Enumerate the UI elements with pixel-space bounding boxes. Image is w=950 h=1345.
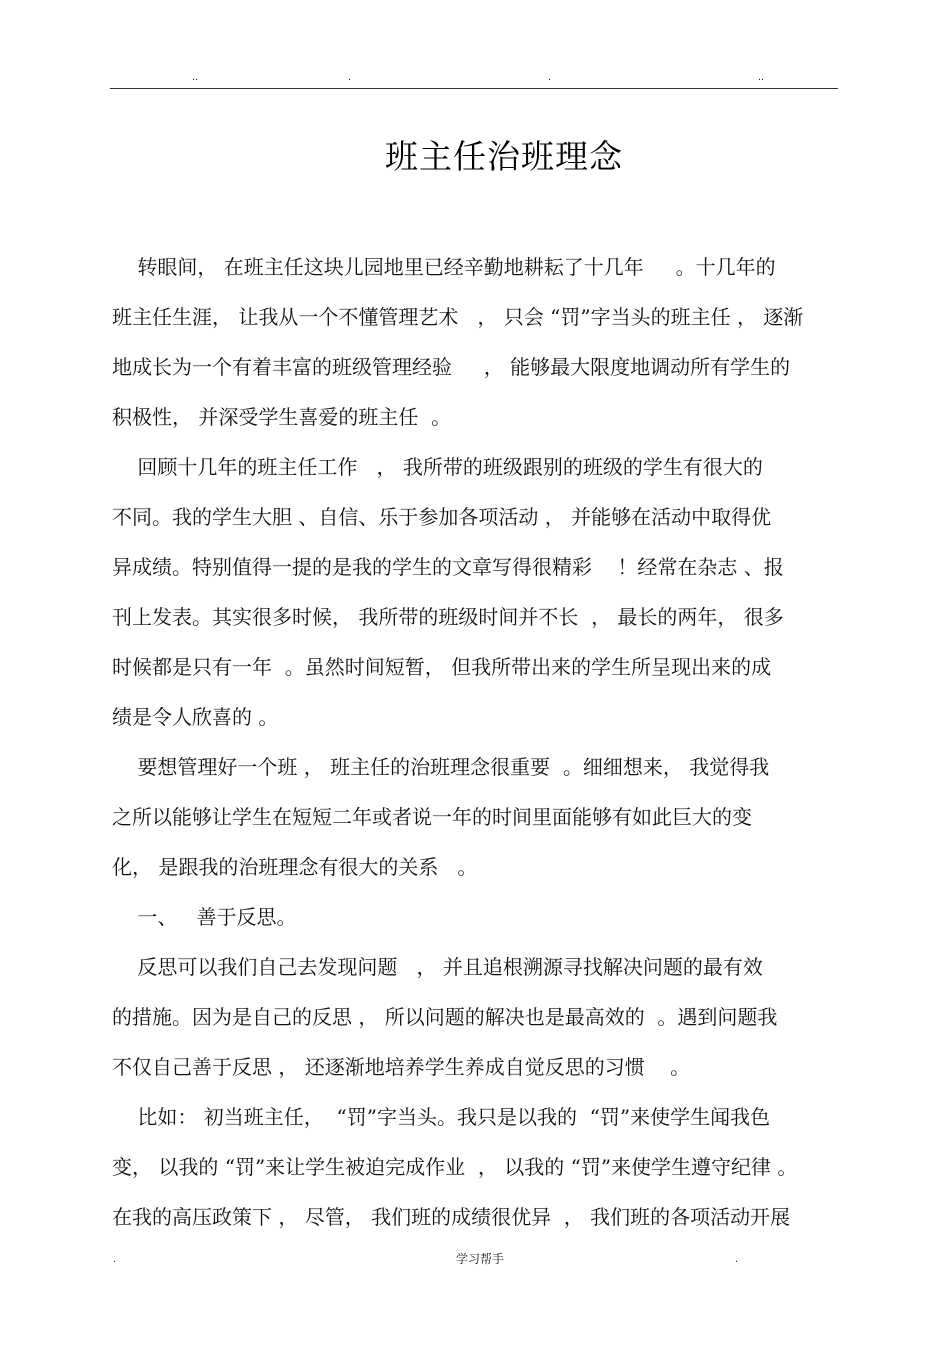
text-line: 比如： 初当班主任， “罚”字当头。我只是以我的 “罚”来使学生闻我色 xyxy=(112,1105,771,1129)
header-mark-3: . xyxy=(548,71,552,83)
page-title: 班主任治班理念 xyxy=(385,137,623,176)
section-heading: 一、 善于反思。 xyxy=(112,905,297,929)
footer-mark-left: . xyxy=(113,1253,117,1265)
text-line: 不同。我的学生大胆 、自信、乐于参加各项活动 ， 并能够在活动中取得优 xyxy=(112,505,772,529)
text-line: 反思可以我们自己去发现问题 ， 并且追根溯源寻找解决问题的最有效 xyxy=(112,955,763,979)
header-mark-4: .. xyxy=(758,71,765,83)
header-rule xyxy=(110,88,838,89)
text-line: 要想管理好一个班 ， 班主任的治班理念很重要 。细细想来， 我觉得我 xyxy=(112,755,770,779)
text-line: 班主任生涯， 让我从一个不懂管理艺术 ， 只会 “罚”字当头的班主任 ， 逐渐 xyxy=(112,305,804,329)
text-line: 积极性， 并深受学生喜爱的班主任 。 xyxy=(112,405,452,429)
text-line: 不仅自己善于反思 ， 还逐渐地培养学生养成自觉反思的习惯 。 xyxy=(112,1055,691,1079)
header-mark-1: .. xyxy=(192,71,199,83)
text-line: 之所以能够让学生在短短二年或者说一年的时间里面能够有如此巨大的变 xyxy=(112,805,752,829)
text-line: 回顾十几年的班主任工作 ， 我所带的班级跟别的班级的学生有很大的 xyxy=(112,455,763,479)
text-line: 刊上发表。其实很多时候， 我所带的班级时间并不长 ， 最长的两年， 很多 xyxy=(112,605,784,629)
text-line: 化， 是跟我的治班理念有很大的关系 。 xyxy=(112,855,478,879)
text-line: 时候都是只有一年 。虽然时间短暂， 但我所带出来的学生所呈现出来的成 xyxy=(112,655,772,679)
text-line: 转眼间， 在班主任这块儿园地里已经辛勤地耕耘了十几年 。十几年的 xyxy=(112,255,776,279)
footer-text: 学习帮手 xyxy=(455,1252,504,1266)
text-line: 变， 以我的 “罚”来让学生被迫完成作业 ， 以我的 “罚”来使学生遵守纪律 。 xyxy=(112,1155,798,1179)
text-line: 地成长为一个有着丰富的班级管理经验 ， 能够最大限度地调动所有学生的 xyxy=(112,355,791,379)
text-line: 异成绩。特别值得一提的是我的学生的文章写得很精彩 ！经常在杂志 、报 xyxy=(112,555,784,579)
text-line: 在我的高压政策下 ， 尽管， 我们班的成绩很优异 ， 我们班的各项活动开展 xyxy=(112,1205,791,1229)
footer-mark-right: . xyxy=(735,1253,739,1265)
header-mark-2: . xyxy=(348,71,352,83)
text-line: 绩是令人欣喜的 。 xyxy=(112,705,279,729)
text-line: 的措施。因为是自己的反思 ， 所以问题的解决也是最高效的 。遇到问题我 xyxy=(112,1005,778,1029)
